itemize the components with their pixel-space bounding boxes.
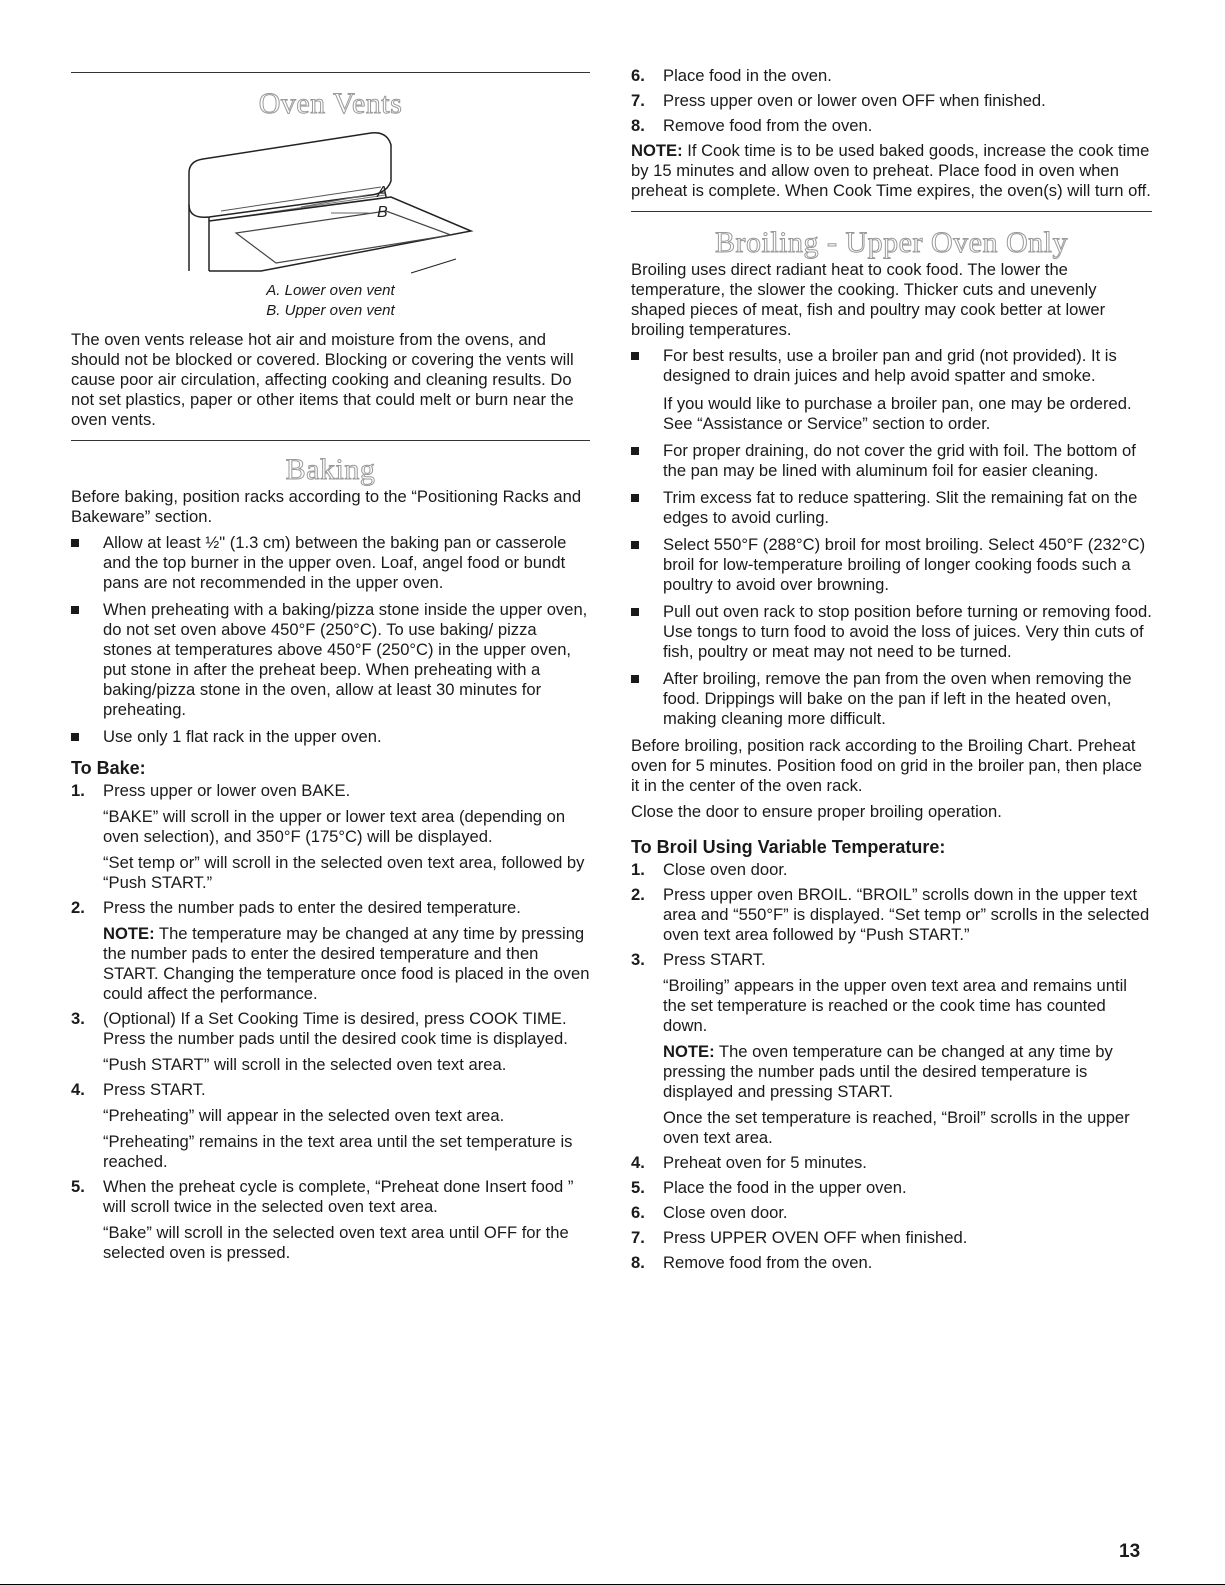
step-number: 3. xyxy=(631,950,645,969)
step-item xyxy=(71,1080,590,1172)
step-number: 4. xyxy=(631,1153,645,1172)
baking-heading: Baking xyxy=(285,453,376,486)
right-column xyxy=(631,0,1152,1278)
oven-vents-illustration xyxy=(181,121,481,281)
step-text: Press UPPER OVEN OFF when finished. xyxy=(663,1228,968,1247)
step-item xyxy=(631,885,1152,945)
step-item xyxy=(71,1177,590,1263)
broiling-bullet-list xyxy=(631,346,1152,729)
step-text: Preheat oven for 5 minutes. xyxy=(663,1153,867,1172)
baking-note xyxy=(631,141,1152,201)
note-label: NOTE: xyxy=(103,924,155,943)
step-text: Close oven door. xyxy=(663,1203,788,1222)
step-text: Close oven door. xyxy=(663,860,788,879)
oven-vents-body: The oven vents release hot air and moisture from the ovens, and should not be blocked or covered. Blocking or covering the vents will cause poor air circulation, affecting cooking and cleaning results. Do not set plastics, paper or other items that could melt or burn near the oven vents. xyxy=(71,330,574,429)
step-note: “Set temp or” will scroll in the selected oven text area, followed by “Push START.” xyxy=(103,853,585,892)
page-number: 13 xyxy=(1119,1541,1141,1562)
step-number: 4. xyxy=(71,1080,85,1099)
figure-label-a: A xyxy=(376,184,388,201)
step-item xyxy=(631,1153,1152,1173)
broiling-heading: Broiling - Upper Oven Only xyxy=(715,226,1068,259)
step-number: 6. xyxy=(631,66,645,85)
step-text: Place food in the oven. xyxy=(663,66,832,85)
step-number: 3. xyxy=(71,1009,85,1028)
step-note: “Push START” will scroll in the selected oven text area. xyxy=(103,1055,507,1074)
note-label: NOTE: xyxy=(663,1042,715,1061)
step-text: When the preheat cycle is complete, “Preheat done Insert food ” will scroll twice in the selected oven text area. xyxy=(103,1177,574,1216)
step-note xyxy=(103,924,590,1004)
broiling-intro: Broiling uses direct radiant heat to cook food. The lower the temperature, the slower the cooking. Thicker cuts and unevenly shaped pieces of meat, fish and poultry may cook better at lower broiling temperatures. xyxy=(631,260,1106,339)
step-note: “BAKE” will scroll in the upper or lower text area (depending on oven selection), and 350°F (175°C) will be displayed. xyxy=(103,807,566,846)
note-label: NOTE: xyxy=(631,141,683,160)
step-number: 5. xyxy=(71,1177,85,1196)
list-item: Allow at least ½" (1.3 cm) between the baking pan or casserole and the top burner in the upper oven. Loaf, angel food or bundt pans are not recommended in the upper oven. xyxy=(71,533,590,593)
step-item xyxy=(631,1228,1152,1248)
figure-caption-b: B. Upper oven vent xyxy=(266,302,395,319)
list-item-text: For best results, use a broiler pan and grid (not provided). It is designed to drain juices and help avoid spatter and smoke. xyxy=(663,346,1117,385)
figure-caption-a: A. Lower oven vent xyxy=(266,282,395,299)
step-note: Once the set temperature is reached, “Broil” scrolls in the upper oven text area. xyxy=(663,1108,1130,1147)
step-text: Press upper or lower oven BAKE. xyxy=(103,781,351,800)
step-item xyxy=(631,116,1152,136)
list-item: After broiling, remove the pan from the oven when removing the food. Drippings will bake on the pan if left in the heated oven, making cleaning more difficult. xyxy=(631,669,1152,729)
list-item: When preheating with a baking/pizza stone inside the upper oven, do not set oven above 450°F (250°C). To use baking/ pizza stones at temperatures above 450°F (250°C) in the upper oven, put stone in after the preheat beep. When preheating with a baking/pizza stone in the oven, allow at least 30 minutes for preheating. xyxy=(71,600,590,720)
step-note: “Preheating” remains in the text area until the set temperature is reached. xyxy=(103,1132,573,1171)
list-item: Trim excess fat to reduce spattering. Slit the remaining fat on the edges to avoid curling. xyxy=(631,488,1152,528)
step-text: Press the number pads to enter the desired temperature. xyxy=(103,898,521,917)
step-number: 8. xyxy=(631,1253,645,1272)
step-number: 8. xyxy=(631,116,645,135)
step-item xyxy=(631,91,1152,111)
step-item xyxy=(631,1203,1152,1223)
left-column xyxy=(71,0,590,1268)
note-text: If Cook time is to be used baked goods, increase the cook time by 15 minutes and allow oven to preheat. Place food in oven when preheat is complete. When Cook Time expires, the oven(s) will turn off. xyxy=(631,141,1151,200)
note-text: The oven temperature can be changed at any time by pressing the number pads until the desired temperature is displayed and pressing START. xyxy=(663,1042,1113,1101)
step-number: 7. xyxy=(631,1228,645,1247)
step-note: “Broiling” appears in the upper oven text area and remains until the set temperature is reached or the cook time has counted down. xyxy=(663,976,1127,1035)
variable-broil-heading: To Broil Using Variable Temperature: xyxy=(631,837,946,857)
baking-intro: Before baking, position racks according to the “Positioning Racks and Bakeware” section. xyxy=(71,487,582,526)
step-item xyxy=(631,1178,1152,1198)
step-note xyxy=(663,1042,1152,1102)
step-item xyxy=(71,898,590,1004)
step-number: 2. xyxy=(71,898,85,917)
step-item xyxy=(631,860,1152,880)
to-bake-heading: To Bake: xyxy=(71,758,146,778)
step-number: 5. xyxy=(631,1178,645,1197)
step-item xyxy=(631,1253,1152,1273)
step-text: Press upper oven or lower oven OFF when finished. xyxy=(663,91,1046,110)
variable-broil-steps xyxy=(631,860,1152,1273)
list-item: Select 550°F (288°C) broil for most broiling. Select 450°F (232°C) broil for low-temperature broiling of longer cooking foods such a poultry to avoid over browning. xyxy=(631,535,1152,595)
list-item: For proper draining, do not cover the grid with foil. The bottom of the pan may be lined with aluminum foil for easier cleaning. xyxy=(631,441,1152,481)
step-number: 1. xyxy=(631,860,645,879)
oven-vents-heading: Oven Vents xyxy=(258,87,403,120)
to-bake-steps xyxy=(71,781,590,1263)
section-divider xyxy=(631,211,1152,212)
to-bake-steps-continued xyxy=(631,66,1152,136)
step-text: Place the food in the upper oven. xyxy=(663,1178,907,1197)
step-text: Remove food from the oven. xyxy=(663,116,873,135)
note-text: The temperature may be changed at any time by pressing the number pads to enter the desired temperature and then START. Changing the temperature once food is placed in the oven could affect the performance. xyxy=(103,924,590,1003)
broiling-para-1: Before broiling, position rack according to the Broiling Chart. Preheat oven for 5 minutes. Position food on grid in the broiler pan, then place it in the center of the oven rack. xyxy=(631,736,1143,795)
step-number: 7. xyxy=(631,91,645,110)
step-item xyxy=(631,66,1152,86)
list-item-extra: If you would like to purchase a broiler pan, one may be ordered. See “Assistance or Service” section to order. xyxy=(663,394,1132,433)
step-text: Press upper oven BROIL. “BROIL” scrolls down in the upper text area and “550°F” is displayed. “Set temp or” scrolls in the selected oven text area followed by “Push START.” xyxy=(663,885,1150,944)
section-divider xyxy=(71,72,590,73)
baking-bullet-list xyxy=(71,533,590,747)
step-note: “Bake” will scroll in the selected oven text area until OFF for the selected oven is pressed. xyxy=(103,1223,569,1262)
broiling-para-2: Close the door to ensure proper broiling operation. xyxy=(631,802,1002,821)
step-item xyxy=(631,950,1152,1148)
step-number: 6. xyxy=(631,1203,645,1222)
step-text: (Optional) If a Set Cooking Time is desired, press COOK TIME. Press the number pads until the desired cook time is displayed. xyxy=(103,1009,568,1048)
list-item: Pull out oven rack to stop position before turning or removing food. Use tongs to turn food to avoid the loss of juices. Very thin cuts of fish, poultry or meat may not need to be turned. xyxy=(631,602,1152,662)
step-number: 2. xyxy=(631,885,645,904)
section-divider xyxy=(71,440,590,441)
step-text: Remove food from the oven. xyxy=(663,1253,873,1272)
list-item: Use only 1 flat rack in the upper oven. xyxy=(71,727,590,747)
list-item xyxy=(631,346,1152,434)
step-number: 1. xyxy=(71,781,85,800)
step-note: “Preheating” will appear in the selected oven text area. xyxy=(103,1106,505,1125)
step-text: Press START. xyxy=(663,950,766,969)
step-item xyxy=(71,781,590,893)
step-item xyxy=(71,1009,590,1075)
figure-label-b: B xyxy=(376,204,388,221)
step-text: Press START. xyxy=(103,1080,206,1099)
